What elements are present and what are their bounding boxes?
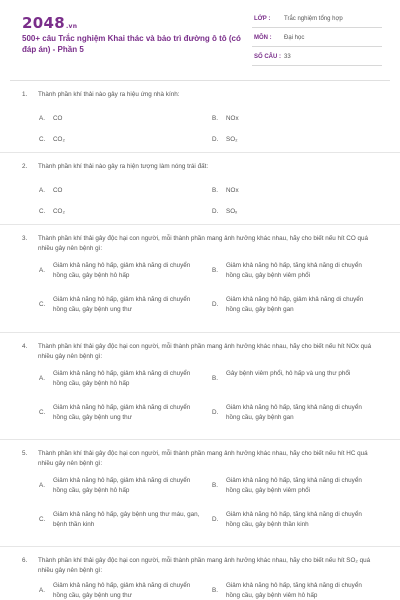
- option-letter: B.: [212, 114, 218, 122]
- question-number: 2.: [22, 163, 28, 170]
- question-number: 5.: [22, 450, 28, 457]
- meta-label: SỐ CÂU :: [254, 54, 281, 60]
- option-text: Giảm khả năng hô hấp, giảm khả năng di chuyển hồng cầu, gây bệnh ung thư: [53, 296, 191, 313]
- option-letter: B.: [212, 587, 218, 594]
- question-item: [0, 440, 400, 547]
- option-text: Giảm khả năng hô hấp, gây bệnh ung thư máu, gan, bệnh thần kinh: [53, 511, 200, 528]
- meta-value: Đại học: [284, 35, 305, 41]
- question-body: Thành phần khí thải gây độc hại con người, mỗi thành phần mang ảnh hưởng khác nhau, hãy cho biết nếu hít CO quá nhiều gây nên bệnh gì:: [38, 235, 369, 252]
- question-number: 1.: [22, 91, 28, 98]
- option-letter: D.: [212, 301, 219, 308]
- option-text: CO₂: [53, 207, 65, 215]
- meta-row-subject: [252, 32, 382, 47]
- option-letter: A.: [39, 114, 45, 122]
- meta-row-class: [252, 13, 382, 28]
- option-letter: D.: [212, 135, 219, 143]
- option-letter: C.: [39, 207, 46, 215]
- option-text: CO₂: [53, 135, 65, 143]
- question-list: [0, 80, 400, 600]
- option-text: Gây bệnh viêm phổi, hô hấp và ung thư phổi: [226, 370, 351, 377]
- option-text: Giảm khả năng hô hấp, tăng khả năng di chuyển hồng cầu, gây bệnh viêm hô hấp: [226, 582, 362, 599]
- question-text: [22, 90, 378, 100]
- option-letter: A.: [39, 587, 45, 594]
- question-body: Thành phần khí thải nào gây ra hiệu ứng nhà kính:: [38, 91, 180, 98]
- option-letter: C.: [39, 301, 46, 308]
- logo-text: 2048: [22, 14, 65, 32]
- option-letter: C.: [39, 135, 46, 143]
- question-text: [22, 234, 372, 253]
- document-meta: [252, 13, 382, 66]
- question-item: [0, 80, 400, 153]
- option-text: SO₂: [226, 135, 238, 143]
- option-text: Giảm khả năng hô hấp, giảm khả năng di chuyển hồng cầu, gây bệnh hô hấp: [53, 262, 191, 279]
- option-text: Giảm khả năng hô hấp, giảm khả năng di chuyển hồng cầu, gây bệnh hô hấp: [53, 477, 191, 494]
- question-body: Thành phần khí thải gây độc hại con người, mỗi thành phần mang ảnh hưởng khác nhau, hãy cho biết nếu hít SO₂ quá nhiều gây nên bệnh gì:: [38, 557, 371, 574]
- option-letter: A.: [39, 267, 45, 274]
- site-logo[interactable]: [22, 14, 77, 32]
- option-letter: B.: [212, 482, 218, 489]
- logo-suffix: .vn: [65, 23, 78, 30]
- meta-value: Trắc nghiệm tổng hợp: [284, 16, 343, 22]
- option-text: Giảm khả năng hô hấp, giảm khả năng di chuyển hồng cầu, gây bệnh ung thư: [53, 404, 191, 421]
- option-text: Giảm khả năng hô hấp, tăng khả năng di chuyển hồng cầu, gây bệnh viêm phổi: [226, 477, 362, 494]
- option-letter: D.: [212, 516, 219, 523]
- question-item: [0, 547, 400, 600]
- option-letter: B.: [212, 375, 218, 382]
- meta-value: 33: [284, 54, 291, 60]
- question-text: [22, 162, 378, 172]
- option-text: Giảm khả năng hô hấp, tăng khả năng di chuyển hồng cầu, gây bệnh viêm phổi: [226, 262, 362, 279]
- option-text: CO: [53, 114, 63, 122]
- question-item: [0, 333, 400, 440]
- meta-row-count: [252, 51, 382, 66]
- meta-label: MÔN :: [254, 35, 272, 41]
- option-text: NOx: [226, 186, 239, 194]
- question-number: 6.: [22, 557, 28, 564]
- meta-label: LỚP :: [254, 16, 271, 22]
- question-text: [22, 556, 372, 575]
- option-text: Giảm khả năng hô hấp, tăng khả năng di chuyển hồng cầu, gây bệnh thần kinh: [226, 511, 362, 528]
- question-item: [0, 225, 400, 333]
- option-letter: D.: [212, 409, 219, 416]
- option-text: SOₓ: [226, 207, 238, 215]
- document-title: 500+ câu Trắc nghiệm Khai thác và bảo trì đường ô tô (có đáp án) - Phần 5: [22, 34, 241, 54]
- option-text: Giảm khả năng hô hấp, tăng khả năng di chuyển hồng cầu, gây bệnh gan: [226, 404, 362, 421]
- document-header: [0, 0, 400, 70]
- question-number: 4.: [22, 343, 28, 350]
- option-letter: A.: [39, 186, 45, 194]
- option-text: Giảm khả năng hô hấp, giảm khả năng di chuyển hồng cầu, gây bệnh hô hấp: [53, 370, 191, 387]
- option-letter: D.: [212, 207, 219, 215]
- question-text: [22, 342, 372, 361]
- option-letter: A.: [39, 375, 45, 382]
- option-letter: B.: [212, 186, 218, 194]
- question-body: Thành phần khí thải gây độc hại con người, mỗi thành phần mang ảnh hưởng khác nhau, hãy cho biết nếu hít HC quá nhiều gây nên bệnh gì:: [38, 450, 368, 467]
- question-number: 3.: [22, 235, 28, 242]
- option-letter: C.: [39, 409, 46, 416]
- option-text: Giảm khả năng hô hấp, giảm khả năng di chuyển hồng cầu, gây bệnh gan: [226, 296, 364, 313]
- question-item: [0, 153, 400, 225]
- question-body: Thành phần khí thải nào gây ra hiện tượng làm nóng trái đất:: [38, 163, 209, 170]
- question-text: [22, 449, 372, 468]
- option-text: NOx: [226, 114, 239, 122]
- option-letter: B.: [212, 267, 218, 274]
- option-letter: A.: [39, 482, 45, 489]
- option-text: Giảm khả năng hô hấp, giảm khả năng di chuyển hồng cầu, gây bệnh ung thư: [53, 582, 191, 599]
- option-letter: C.: [39, 516, 46, 523]
- option-text: CO: [53, 186, 63, 194]
- question-body: Thành phần khí thải gây độc hại con người, mỗi thành phần mang ảnh hưởng khác nhau, hãy cho biết nếu hít NOx quá nhiều gây nên bệnh gì:: [38, 343, 372, 360]
